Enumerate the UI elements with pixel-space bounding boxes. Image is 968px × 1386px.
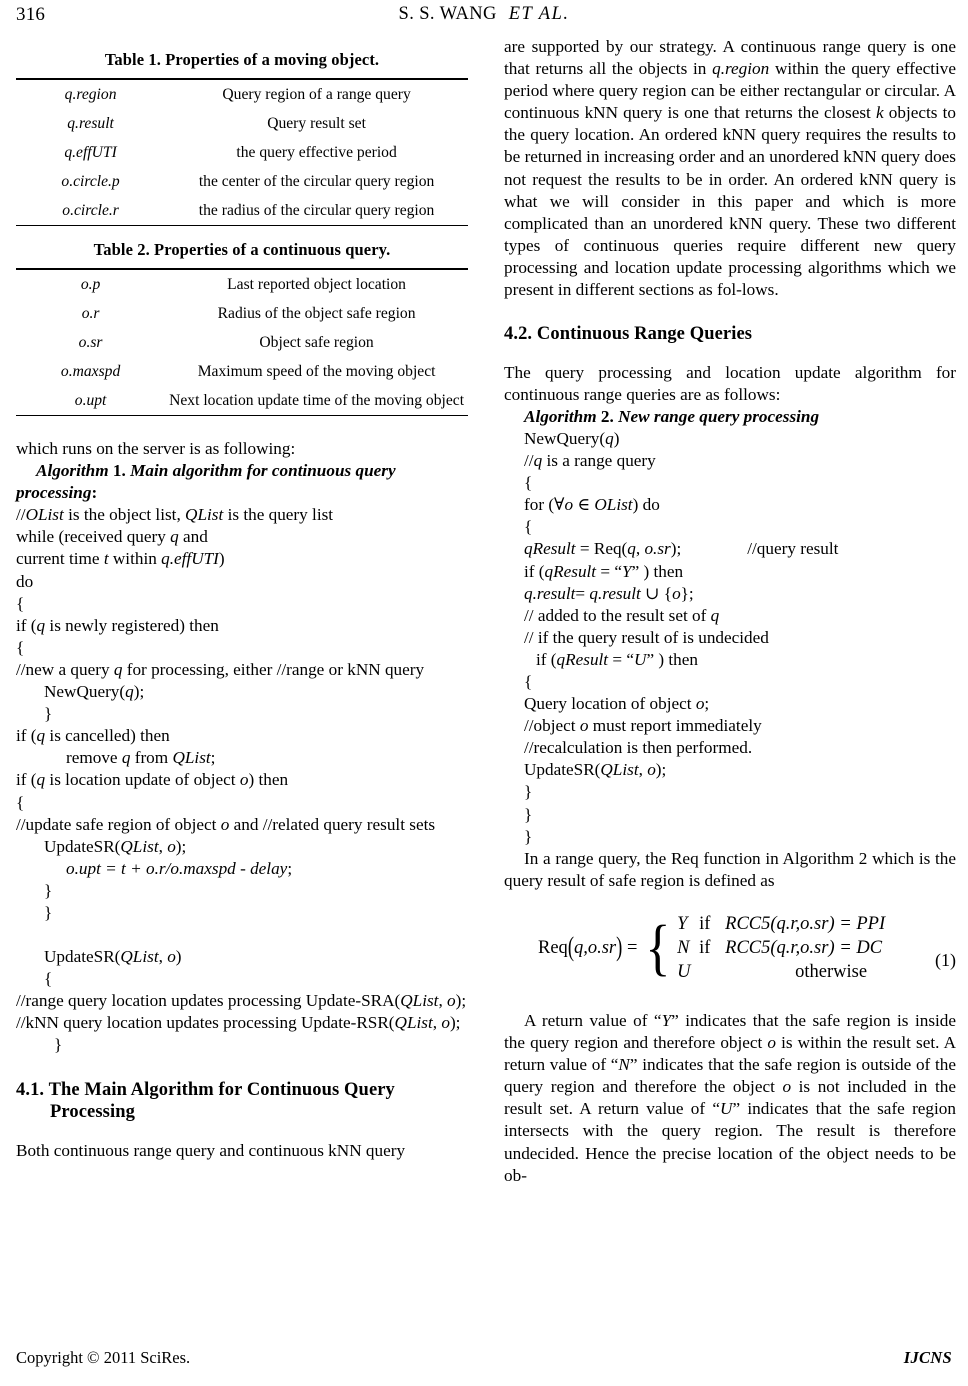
algorithm-2-line: q.result= q.result ∪ {o};	[524, 583, 694, 603]
section-4-2-heading	[504, 323, 956, 346]
algorithm-2-line: Query location of object o;	[524, 694, 710, 714]
table2-caption: Table 2. Properties of a continuous query.	[93, 240, 391, 259]
equation-1-case	[677, 914, 885, 935]
table-row	[16, 79, 468, 109]
table2-key: o.upt	[74, 391, 107, 409]
algorithm-2-heading	[504, 406, 956, 428]
table1-value: Query region of a range query	[222, 85, 411, 103]
algorithm-1-line: //range query location updates processing Update-SRA(QList, o);	[16, 991, 467, 1011]
algorithm-2-line: // added to the result set of q	[524, 605, 720, 625]
algorithm-2-line: //q is a range query	[524, 451, 656, 471]
paragraph-3: In a range query, the Req function in Algorithm 2 which is the query result of safe region is defined as	[504, 848, 956, 890]
table-row	[16, 167, 468, 196]
algorithm-1-line: }	[44, 704, 53, 724]
equation-1-case-value: Y	[677, 913, 688, 934]
table2-key: o.maxspd	[60, 362, 121, 380]
algorithm-2-line: {	[524, 672, 533, 691]
algorithm-1-line: //OList is the object list, QList is the query list	[16, 505, 334, 525]
table1-value: the radius of the circular query region	[198, 201, 435, 219]
section-4-2-title: Continuous Range Queries	[536, 324, 753, 345]
algorithm-2-line: //recalculation is then performed.	[524, 738, 753, 758]
journal-abbreviation: IJCNS	[903, 1348, 952, 1367]
algorithm-1-line: remove q from QList;	[66, 748, 216, 768]
equation-1-equals: =	[626, 937, 638, 958]
algorithm-2-line: if (qResult = “Y” ) then	[524, 561, 684, 581]
table1-value: the center of the circular query region	[198, 172, 435, 190]
table1	[16, 78, 468, 226]
copyright-notice: Copyright © 2011 SciRes.	[16, 1348, 191, 1367]
right-column	[504, 36, 956, 1187]
equation-1-function-name: Req	[538, 937, 568, 958]
algorithm-1-line: if (q is cancelled) then	[16, 726, 170, 746]
section-4-1-title-line2: Processing	[50, 1102, 135, 1123]
algorithm-1-line: //new a query q for processing, either //range or kNN query	[16, 659, 425, 679]
algorithm-2-line: //object o must report immediately	[524, 716, 762, 736]
table-row	[16, 357, 468, 386]
equation-1-lhs: Req(q,o.sr) =	[538, 932, 638, 963]
algorithm-2-line: NewQuery(q)	[524, 428, 620, 448]
algorithm-2	[504, 406, 956, 848]
table2-key: o.sr	[78, 333, 103, 351]
equation-1-case-value: U	[677, 961, 691, 982]
algorithm-2-title: New range query processing	[618, 406, 820, 426]
equation-1-case	[677, 938, 885, 959]
table2	[16, 268, 468, 416]
algorithm-2-label: Algorithm	[524, 406, 597, 426]
algorithm-1-line: UpdateSR(QList, o)	[44, 947, 182, 967]
table-row	[16, 269, 468, 299]
table1-key: q.effUTI	[64, 143, 117, 161]
table2-value: Last reported object location	[227, 275, 406, 293]
table2-value: Maximum speed of the moving object	[197, 362, 436, 380]
algorithm-1-heading	[16, 460, 468, 504]
table2-key: o.r	[81, 304, 100, 322]
section-4-1-number: 4.1.	[16, 1079, 45, 1100]
algorithm-1-colon: :	[91, 483, 98, 503]
paragraph-1: are supported by our strategy. A continuous range query is one that returns all the objects in q.region within the query effective period where query region can be either rectangular or circular. A continuous kNN query is one that returns the closest k objects to the query location. An ordered kNN query requires the results to be returned in increasing order and an unordered kNN query does not request the results to be in order. An ordered kNN query is what we will consider in this paper and which is more complicated than an unordered kNN query. These two different types of continuous queries require different new query processing and location update processing algorithms which we present in different sections as fol-lows.	[504, 37, 956, 300]
table1-value: the query effective period	[236, 143, 397, 161]
algorithm-1-line: }	[54, 1035, 63, 1055]
equation-1-args: q,o.sr	[573, 937, 617, 958]
table-row	[16, 386, 468, 416]
table1-caption: Table 1. Properties of a moving object.	[104, 50, 380, 69]
algorithm-1-line: while (received query q and	[16, 527, 208, 547]
table1-key: o.circle.p	[61, 172, 120, 190]
table1-value: Query result set	[267, 114, 366, 132]
table-row	[16, 109, 468, 138]
algorithm-2-line: if (qResult = “U” ) then	[536, 649, 698, 669]
algorithm-1-line: if (q is location update of object o) then	[16, 770, 289, 790]
paragraph-4: A return value of “Y” indicates that the safe region is inside the query region and therefore object o is within the result set. A return value of “N” indicates that the safe region is outside of the query region and therefore the object o is not included in the result set. A return value of “U” indicates that the safe region intersects with the query region. The result is therefore undecided. Hence the precise location of the object needs to be ob-	[504, 1010, 957, 1185]
table1-key: o.circle.r	[62, 201, 119, 219]
table2-value: Radius of the object safe region	[217, 304, 416, 322]
running-head	[16, 0, 952, 30]
algorithm-2-line: UpdateSR(QList, o);	[524, 760, 667, 780]
running-title-authors: S. S. WANG	[398, 4, 497, 24]
table1-key: q.result	[67, 114, 114, 132]
algorithm-2-line: for (∀o ∈ OList) do	[524, 495, 660, 515]
page-footer	[16, 1348, 952, 1368]
algorithm-1-line: current time t within q.effUTI)	[16, 549, 225, 569]
table-row	[16, 196, 468, 226]
algorithm-1-number: 1.	[112, 461, 126, 481]
algorithm-2-line: {	[524, 473, 533, 493]
table2-value: Object safe region	[259, 333, 374, 351]
section-4-1-title-line1: The Main Algorithm for Continuous Query	[48, 1079, 395, 1100]
equation-1-case-keyword: if	[699, 913, 711, 934]
left-column	[16, 36, 468, 1187]
equation-1-case	[677, 962, 885, 983]
equation-1-case-value: N	[677, 937, 690, 958]
equation-1-number: (1)	[935, 949, 956, 970]
equation-1-case-condition: RCC5(q.r,o.sr) = PPI	[725, 913, 886, 934]
algorithm-1-line: {	[16, 593, 25, 613]
algorithm-1-spacer	[16, 924, 468, 946]
closing-paragraph: Both continuous range query and continuous kNN query	[16, 1140, 406, 1160]
algorithm-1	[16, 460, 468, 1056]
algorithm-1-line: if (q is newly registered) then	[16, 615, 219, 635]
algorithm-1-line: {	[44, 969, 53, 989]
table-row	[16, 328, 468, 357]
algorithm-2-number: 2.	[600, 406, 614, 426]
table2-key: o.p	[80, 275, 101, 293]
algorithm-1-line: //update safe region of object o and //related query result sets	[16, 814, 436, 834]
equation-1	[504, 906, 956, 1000]
section-4-1-heading	[16, 1079, 468, 1124]
running-title-etal: ET AL.	[508, 4, 570, 24]
table2-value: Next location update time of the moving object	[169, 391, 465, 409]
running-title	[16, 4, 952, 25]
algorithm-1-line: UpdateSR(QList, o);	[44, 836, 187, 856]
body-columns	[16, 36, 957, 1187]
algorithm-2-line: qResult = Req(q, o.sr); //query result	[524, 539, 839, 559]
algorithm-2-line: {	[524, 517, 533, 537]
section-4-2-number: 4.2.	[504, 324, 533, 345]
algorithm-1-line: o.upt = t + o.r/o.maxspd - delay;	[66, 858, 293, 878]
algorithm-1-line: }	[44, 880, 53, 900]
algorithm-1-line: {	[16, 792, 25, 812]
equation-1-case-condition: otherwise	[795, 961, 868, 982]
paragraph-2: The query processing and location update algorithm for continuous range queries are as follows:	[504, 362, 956, 404]
algorithm-1-label: Algorithm	[36, 461, 109, 481]
table-row	[16, 138, 468, 167]
equation-1-cases	[677, 914, 885, 983]
page-number: 316	[16, 4, 46, 25]
algorithm-1-title: Main algorithm for continuous query processing	[16, 461, 396, 503]
algorithm-1-line: {	[16, 637, 25, 657]
algorithm-1-line: //kNN query location updates processing Update-RSR(QList, o);	[16, 1013, 461, 1033]
algorithm-2-line: // if the query result of is undecided	[524, 627, 769, 647]
equation-1-case-keyword: if	[699, 937, 711, 958]
table-row	[16, 299, 468, 328]
equation-1-body	[538, 914, 885, 983]
algorithm-2-line: }	[524, 826, 533, 846]
algorithm-1-line: NewQuery(q);	[44, 682, 145, 702]
equation-1-case-condition: RCC5(q.r,o.sr) = DC	[725, 937, 883, 958]
lead-line: which runs on the server is as following:	[16, 439, 296, 458]
algorithm-1-line: }	[44, 902, 53, 922]
algorithm-1-line: do	[16, 571, 34, 591]
algorithm-2-line: }	[524, 782, 533, 802]
algorithm-2-line: }	[524, 804, 533, 824]
equation-1-brace: {	[645, 914, 671, 983]
table1-key: q.region	[64, 85, 117, 103]
